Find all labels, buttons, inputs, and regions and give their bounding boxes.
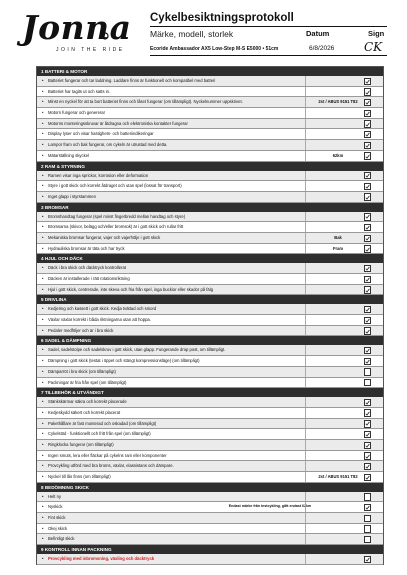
checklist-row xyxy=(37,171,383,182)
checklist-item-label: Lampor fram och bak fungerar, om cykeln är utrustad med detta. xyxy=(48,142,168,148)
bullet-icon: • xyxy=(42,379,44,385)
column-divider xyxy=(305,397,306,407)
checklist-item-note: 2st / ABUS 9151 T82 xyxy=(318,99,358,105)
checklist-item-label: Motorns monteringsskruvar är åtdragna och elektroniska kontakter fungerar xyxy=(48,120,188,126)
check-icon xyxy=(365,266,370,271)
check-icon xyxy=(365,307,370,312)
bullet-icon: • xyxy=(42,399,44,405)
checkbox[interactable] xyxy=(364,142,371,149)
logo-wheel-icon xyxy=(22,10,140,52)
column-divider xyxy=(305,502,306,512)
condition-comment: Endast märke från testcykling, gått endast 62km xyxy=(228,504,312,509)
checklist-item-label: Stänkskärmar säkra och korrekt placerade xyxy=(48,399,127,405)
checkbox[interactable] xyxy=(364,110,371,117)
bullet-icon: • xyxy=(42,152,44,158)
checkbox[interactable] xyxy=(364,431,371,438)
check-icon xyxy=(365,79,370,84)
check-icon xyxy=(365,236,370,241)
bullet-icon: • xyxy=(42,358,44,364)
checklist-item-label: Däck i bra skick och däcktryck kontrollerat xyxy=(48,265,126,271)
bullet-icon: • xyxy=(42,234,44,240)
section-header: 4 HJUL OCH DÄCK xyxy=(37,254,383,263)
check-icon xyxy=(365,111,370,116)
bullet-icon: • xyxy=(42,463,44,469)
check-icon xyxy=(365,184,370,189)
column-divider xyxy=(305,119,306,129)
protocol-title: Cykelbesiktningsprotokoll xyxy=(150,12,294,24)
checklist-row xyxy=(37,408,383,419)
checkbox[interactable] xyxy=(364,172,371,179)
check-icon xyxy=(365,421,370,426)
checkbox[interactable] xyxy=(364,131,371,138)
checkbox[interactable] xyxy=(364,420,371,427)
checklist-item-note: Bak xyxy=(334,234,342,240)
check-icon xyxy=(365,505,370,510)
checkbox[interactable] xyxy=(364,286,371,293)
check-icon xyxy=(365,154,370,159)
bullet-icon: • xyxy=(42,327,44,333)
checklist-item-label: Mätarställning skyckel xyxy=(48,152,89,158)
bullet-icon: • xyxy=(42,193,44,199)
bullet-icon: • xyxy=(42,142,44,148)
check-icon xyxy=(365,100,370,105)
bullet-icon: • xyxy=(42,78,44,83)
column-divider xyxy=(305,263,306,273)
checklist-row xyxy=(37,440,383,451)
checklist-item-label: Hydrauliska bromsar är täta och har tryck xyxy=(48,245,125,251)
checklist-row xyxy=(37,472,383,483)
column-divider xyxy=(305,534,306,544)
column-divider xyxy=(305,87,306,97)
column-divider xyxy=(305,524,306,534)
signature-value: CK xyxy=(364,40,383,54)
bullet-icon: • xyxy=(42,286,44,292)
column-divider xyxy=(305,212,306,222)
checklist-item-label: Befintligt skick xyxy=(48,536,75,542)
bullet-icon: • xyxy=(42,556,44,562)
checklist-row xyxy=(37,119,383,130)
checklist-item-note: Fram xyxy=(332,245,343,251)
checklist-row xyxy=(37,222,383,233)
column-divider xyxy=(305,440,306,450)
checklist-item-label: Nyckel till lås finns (om tillämpligt) xyxy=(48,474,111,479)
checklist-item-label: Fint skick xyxy=(48,515,66,521)
checklist-item-label: Kedjeskydd säkert och korrekt placerat xyxy=(48,409,121,415)
header-divider xyxy=(150,26,387,27)
check-icon xyxy=(365,132,370,137)
check-icon xyxy=(365,411,370,416)
checkbox[interactable] xyxy=(364,327,371,334)
bullet-icon: • xyxy=(42,504,44,510)
checklist-item-label: Dämpning i gott skick (testat i öppet och stängt kompressionsläge) (om tillämpligt) xyxy=(48,358,200,364)
bullet-icon: • xyxy=(42,306,44,312)
checkbox[interactable] xyxy=(364,235,371,242)
checklist-row xyxy=(37,524,383,535)
checklist-item-label: Sadel, sadelstolpe och sadelskruv i gott skick, utan glapp. Fungerande drop post, om tillämpligt. xyxy=(48,347,226,353)
bike-model-value: Ecoride Ambassador AX5 Low-Step M-S E5000 • 51cm xyxy=(150,46,279,52)
column-divider xyxy=(305,492,306,502)
checkbox[interactable] xyxy=(364,276,371,283)
bullet-icon: • xyxy=(42,172,44,178)
checklist-row xyxy=(37,326,383,337)
column-divider xyxy=(305,419,306,429)
bullet-icon: • xyxy=(42,213,44,219)
checklist-row xyxy=(37,554,383,565)
checklist-item-label: Hjul i gott skick, centrerade, inte skeva och fria från spel, inga buckior eller skador på fälg xyxy=(48,286,214,292)
checkbox[interactable] xyxy=(364,452,371,459)
checkbox[interactable] xyxy=(364,152,371,159)
checklist-row xyxy=(37,378,383,389)
checklist-row xyxy=(37,304,383,315)
checklist-row xyxy=(37,315,383,326)
checklist-row xyxy=(37,108,383,119)
bullet-icon: • xyxy=(42,515,44,521)
bullet-icon: • xyxy=(42,431,44,437)
column-divider xyxy=(305,304,306,314)
column-divider xyxy=(305,345,306,355)
check-icon xyxy=(365,277,370,282)
checkbox[interactable] xyxy=(364,493,371,500)
bullet-icon: • xyxy=(42,493,44,499)
checkbox[interactable] xyxy=(364,399,371,406)
check-icon xyxy=(365,400,370,405)
column-divider xyxy=(305,108,306,118)
bullet-icon: • xyxy=(42,317,44,323)
checkbox[interactable] xyxy=(364,347,371,354)
section-header: 3 BROMSAR xyxy=(37,203,383,212)
bullet-icon: • xyxy=(42,347,44,353)
checkbox[interactable] xyxy=(364,474,371,481)
checkbox[interactable] xyxy=(364,317,371,324)
check-icon xyxy=(365,475,370,480)
checkbox[interactable] xyxy=(364,463,371,470)
bullet-icon: • xyxy=(42,276,44,281)
column-divider xyxy=(305,129,306,139)
column-divider xyxy=(305,378,306,388)
checklist-item-label: Provcykling med inbromsning, växling och däcktryck xyxy=(48,556,155,562)
column-divider xyxy=(305,429,306,439)
bullet-icon: • xyxy=(42,110,44,116)
checklist-row xyxy=(37,263,383,274)
section-header: 8 BEDÖMNING SKICK xyxy=(37,483,383,492)
checklist-row xyxy=(37,461,383,472)
column-divider xyxy=(305,326,306,336)
checklist-item-label: Provcykling utförd med bra broms, växlar, elassistans och dämpare. xyxy=(48,463,174,469)
date-label: Datum xyxy=(306,29,330,38)
checklist-row xyxy=(37,244,383,255)
checklist-item-label: Styre i gott skick och korrekt åtdraget och utan spel (lossat för transport) xyxy=(48,183,182,189)
checkbox[interactable] xyxy=(364,368,371,375)
bullet-icon: • xyxy=(42,88,44,94)
logo-tagline: JOIN THE RIDE xyxy=(56,47,125,53)
bullet-icon: • xyxy=(42,474,44,479)
checklist-row xyxy=(37,356,383,367)
check-icon xyxy=(365,173,370,178)
column-divider xyxy=(305,554,306,564)
date-value: 6/8/2026 xyxy=(309,45,335,52)
section-header: 9 KONTROLL INNAN PACKNING xyxy=(37,545,383,554)
checklist-row xyxy=(37,87,383,98)
bullet-icon: • xyxy=(42,452,44,458)
check-icon xyxy=(365,557,370,562)
check-icon xyxy=(365,329,370,334)
check-icon xyxy=(365,318,370,323)
checklist-row xyxy=(37,76,383,87)
checklist-row xyxy=(37,502,383,513)
section-header: 2 RAM & STYRNING xyxy=(37,162,383,171)
checkbox[interactable] xyxy=(364,306,371,313)
checklist-item-label: Ramen visar inga sprickor, korrosion eller deformation xyxy=(48,172,149,178)
checklist-item-label: Kedjering och kassett i gott skick. Kedja tvättad och smord xyxy=(48,306,157,312)
bullet-icon: • xyxy=(42,120,44,126)
bullet-icon: • xyxy=(42,368,44,374)
checklist-item-label: Ringklocka fungerar (om tillämpligt) xyxy=(48,441,114,447)
checklist-item-label: Packningar är fria från spel (om tillämpligt) xyxy=(48,379,127,385)
checkbox[interactable] xyxy=(364,183,371,190)
check-icon xyxy=(365,195,370,200)
checklist-row xyxy=(37,181,383,192)
protocol-header xyxy=(0,0,407,66)
bullet-icon: • xyxy=(42,409,44,415)
sign-label: Sign xyxy=(368,29,385,38)
checklist-row xyxy=(37,534,383,545)
column-divider xyxy=(305,140,306,150)
column-divider xyxy=(305,274,306,284)
checklist-item-label: Växlar växlar korrekt i båda riktningarna utan att hoppa. xyxy=(48,317,151,323)
column-divider xyxy=(305,451,306,461)
checklist-item-label: Minst en nyckel för att ta bort batteriet finns och låset fungerar (om tillämpligt). Nyckelnummer uppskrivet. xyxy=(48,99,243,105)
checklist-row xyxy=(37,397,383,408)
column-divider xyxy=(305,171,306,181)
checkbox[interactable] xyxy=(364,525,371,532)
checklist-row xyxy=(37,429,383,440)
check-icon xyxy=(365,348,370,353)
checklist-row xyxy=(37,212,383,223)
checkbox[interactable] xyxy=(364,379,371,386)
checkbox[interactable] xyxy=(364,213,371,220)
column-divider xyxy=(305,181,306,191)
checklist-item-label: Display lyser och visar hastighets- och batteriindikeringar xyxy=(48,131,154,137)
checklist-row xyxy=(37,97,383,108)
checkbox[interactable] xyxy=(364,515,371,522)
column-divider xyxy=(305,192,306,202)
checklist-item-label: Däcken är installerade i rätt rotationsriktning xyxy=(48,276,130,281)
checklist-item-label: Pakethållare är fast monterad och oskadad (om tillämpligt) xyxy=(48,420,157,426)
checklist-item-label: Okej skick xyxy=(48,525,68,531)
checklist-item-note: 62km xyxy=(332,152,344,158)
checklist-item-label: Motorn fungerar och genererar xyxy=(48,110,106,116)
checklist-table xyxy=(36,66,384,565)
check-icon xyxy=(365,443,370,448)
checklist-item-label: Batteriet har tagits ut och satts in. xyxy=(48,88,111,94)
checkbox[interactable] xyxy=(364,245,371,252)
checkbox[interactable] xyxy=(364,193,371,200)
checklist-item-label: Batteriet fungerar och tar laddning. Laddare finns är funktionell och kompatibel med batteri xyxy=(48,78,216,83)
column-divider xyxy=(305,315,306,325)
check-icon xyxy=(365,143,370,148)
checkbox[interactable] xyxy=(364,88,371,95)
bullet-icon: • xyxy=(42,224,44,230)
checklist-row xyxy=(37,129,383,140)
column-divider xyxy=(305,408,306,418)
bullet-icon: • xyxy=(42,441,44,447)
checklist-row xyxy=(37,419,383,430)
checklist-row xyxy=(37,513,383,524)
check-icon xyxy=(365,454,370,459)
checklist-item-label: Dämparröt i bra skick (om tillämpligt) xyxy=(48,368,116,374)
bullet-icon: • xyxy=(42,525,44,531)
column-divider xyxy=(305,222,306,232)
checklist-row xyxy=(37,367,383,378)
checklist-item-label: Pedaler medföljer och är i bra skick xyxy=(48,327,114,333)
checklist-item-label: Bromsarna (skivor, belägg och/eller bromsok) är i gott skick och rullar fritt xyxy=(48,224,184,230)
checkbox[interactable] xyxy=(364,358,371,365)
bullet-icon: • xyxy=(42,183,44,189)
checkbox[interactable] xyxy=(364,265,371,272)
checklist-row xyxy=(37,492,383,503)
check-icon xyxy=(365,464,370,469)
bullet-icon: • xyxy=(42,536,44,542)
column-divider xyxy=(305,285,306,295)
checklist-row xyxy=(37,233,383,244)
check-icon xyxy=(365,225,370,230)
column-divider xyxy=(305,356,306,366)
column-divider xyxy=(305,76,306,86)
checkbox[interactable] xyxy=(364,120,371,127)
section-header: 1 BATTERI & MOTOR xyxy=(37,67,383,76)
checklist-row xyxy=(37,140,383,151)
checklist-row xyxy=(37,274,383,285)
section-header: 6 SADEL & DÄMPNING xyxy=(37,336,383,345)
check-icon xyxy=(365,288,370,293)
checklist-row xyxy=(37,345,383,356)
checklist-item-label: Inget glapp i styrstammen xyxy=(48,193,96,199)
check-icon xyxy=(365,247,370,252)
checklist-row xyxy=(37,451,383,462)
checklist-row xyxy=(37,192,383,203)
bullet-icon: • xyxy=(42,99,44,105)
bullet-icon: • xyxy=(42,265,44,271)
checklist-item-label: Nyskick xyxy=(48,504,63,510)
checklist-item-label: Mekaniska bromsar fungerar, vajer och vajerhölje i gott skick xyxy=(48,234,161,240)
header-divider-bottom xyxy=(150,55,387,56)
checkbox[interactable] xyxy=(364,536,371,543)
bullet-icon: • xyxy=(42,245,44,251)
checkbox[interactable] xyxy=(364,442,371,449)
checkbox[interactable] xyxy=(364,99,371,106)
column-divider xyxy=(305,367,306,377)
check-icon xyxy=(365,359,370,364)
section-header: 5 DRIVLINA xyxy=(37,295,383,304)
bullet-icon: • xyxy=(42,420,44,426)
section-header: 7 TILLBEHÖR & UTVÄNDIGT xyxy=(37,388,383,397)
checklist-row xyxy=(37,151,383,162)
column-divider xyxy=(305,461,306,471)
checkbox[interactable] xyxy=(364,556,371,563)
check-icon xyxy=(365,432,370,437)
logo-wordmark: Jonna xyxy=(22,8,132,47)
column-divider xyxy=(305,513,306,523)
checklist-item-label: Bromshandtag fungerar (spel minst fingerbredd mellan handtag och styre) xyxy=(48,213,186,219)
check-icon xyxy=(365,90,370,95)
brand-logo xyxy=(22,10,140,52)
check-icon xyxy=(365,214,370,219)
checklist-item-label: Ingen smuts, lera eller fläckar på cykelns ram eller komponenter xyxy=(48,452,167,458)
checklist-item-label: Helt ny xyxy=(48,493,62,499)
checkbox[interactable] xyxy=(364,504,371,511)
checklist-item-label: Cykelstöd - funktionellt och fritt från spel (om tillämpligt) xyxy=(48,431,151,437)
bullet-icon: • xyxy=(42,131,44,137)
checkbox[interactable] xyxy=(364,78,371,85)
checkbox[interactable] xyxy=(364,409,371,416)
checklist-row xyxy=(37,285,383,296)
checklist-item-note: 2st / ABUS 9151 T82 xyxy=(318,474,358,479)
bike-model-label: Märke, modell, storlek xyxy=(150,29,234,39)
check-icon xyxy=(365,122,370,127)
checkbox[interactable] xyxy=(364,224,371,231)
